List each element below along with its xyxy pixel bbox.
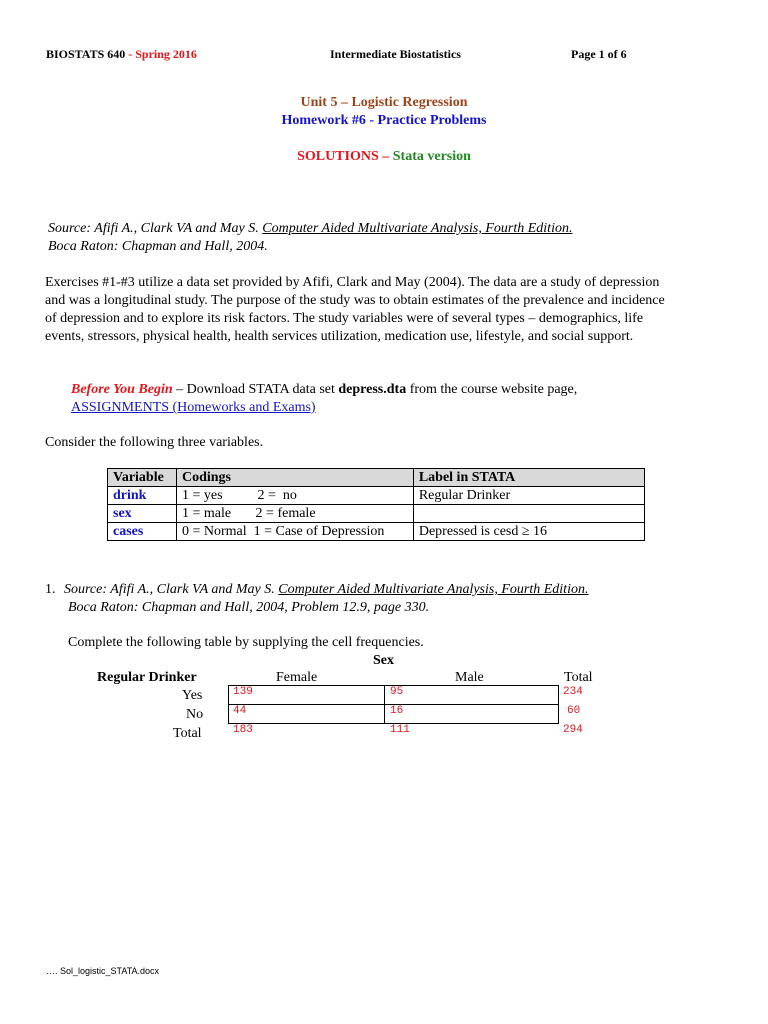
crosstab-col-female: Female xyxy=(276,670,318,685)
header-course xyxy=(46,47,197,62)
variable-name: drink xyxy=(108,487,177,505)
crosstab-col-divider xyxy=(384,685,385,723)
cell-total-female: 183 xyxy=(233,724,253,736)
source-authors: Source: Afifi A., Clark VA and May S. xyxy=(48,221,263,236)
variable-name: sex xyxy=(108,505,177,523)
dataset-filename: depress.dta xyxy=(338,382,407,397)
variables-table xyxy=(107,468,645,541)
cell-total-total: 294 xyxy=(563,724,583,736)
q1-source-line-2: Boca Raton: Chapman and Hall, 2004, Problem 12.9, page 330. xyxy=(68,600,430,615)
header-title: Intermediate Biostatistics xyxy=(330,47,461,61)
crosstab-row-total: Total xyxy=(173,726,202,741)
crosstab-col-title: Sex xyxy=(373,653,394,668)
solutions-dash: – xyxy=(378,149,393,164)
variable-coding: 0 = Normal 1 = Case of Depression xyxy=(176,523,413,541)
source-line-2: Boca Raton: Chapman and Hall, 2004. xyxy=(48,239,268,254)
q1-instruction: Complete the following table by supplying the cell frequencies. xyxy=(68,635,424,650)
cell-no-female: 44 xyxy=(233,705,247,717)
consider-text: Consider the following three variables. xyxy=(45,435,264,450)
source-line-1 xyxy=(48,220,572,238)
crosstab-col-total: Total xyxy=(564,670,593,685)
variable-name: cases xyxy=(108,523,177,541)
header-codings: Codings xyxy=(176,469,413,487)
header-label: Label in STATA xyxy=(413,469,644,487)
cell-no-total: 60 xyxy=(567,705,581,717)
cell-yes-total: 234 xyxy=(563,686,583,698)
cell-yes-male: 95 xyxy=(390,686,404,698)
before-text-2: from the course website page, xyxy=(406,382,578,397)
crosstab-row-title: Regular Drinker xyxy=(97,670,197,685)
solutions-label: SOLUTIONS xyxy=(297,149,379,164)
table-row xyxy=(108,505,645,523)
source-book-title: Computer Aided Multivariate Analysis, Fourth Edition. xyxy=(262,221,573,236)
crosstab-row-no: No xyxy=(186,707,204,722)
before-text-1: – Download STATA data set xyxy=(172,382,339,397)
crosstab-row-yes: Yes xyxy=(182,688,203,703)
header-variable: Variable xyxy=(108,469,177,487)
variable-coding: 1 = male 2 = female xyxy=(176,505,413,523)
version-label: Stata version xyxy=(392,149,471,164)
assignments-link[interactable]: ASSIGNMENTS (Homeworks and Exams) xyxy=(71,400,316,415)
variable-label: Depressed is cesd ≥ 16 xyxy=(413,523,644,541)
table-row xyxy=(108,487,645,505)
header-page-number: Page 1 of 6 xyxy=(571,47,627,61)
variable-coding: 1 = yes 2 = no xyxy=(176,487,413,505)
unit-title: Unit 5 – Logistic Regression xyxy=(300,95,468,110)
before-you-begin xyxy=(71,381,577,399)
solutions-title xyxy=(0,149,768,165)
q1-number: 1. xyxy=(45,582,56,597)
intro-line-1: Exercises #1-#3 utilize a data set provided by Afifi, Clark and May (2004). The data are a study of depression xyxy=(45,275,660,290)
cell-no-male: 16 xyxy=(390,705,404,717)
course-code: BIOSTATS 640 xyxy=(46,47,126,61)
intro-line-2: and was a longitudinal study. The purpose of the study was to obtain estimates of the prevalence and incidence xyxy=(45,293,665,308)
variable-label: Regular Drinker xyxy=(413,487,644,505)
q1-source-line-1 xyxy=(64,581,588,599)
cell-total-male: 111 xyxy=(390,724,410,736)
intro-line-4: events, stressors, physical health, health services utilization, medication use, lifestyle, and social support. xyxy=(45,329,634,344)
before-label: Before You Begin xyxy=(71,382,173,397)
course-term: - Spring 2016 xyxy=(125,47,197,61)
table-row xyxy=(108,523,645,541)
intro-line-3: of depression and to explore its risk factors. The study variables were of several types – demographics, life xyxy=(45,311,644,326)
crosstab-col-male: Male xyxy=(455,670,484,685)
cell-yes-female: 139 xyxy=(233,686,253,698)
footer-filename: …. Sol_logistic_STATA.docx xyxy=(46,966,160,976)
q1-source-authors: Source: Afifi A., Clark VA and May S. xyxy=(64,582,279,597)
table-header-row xyxy=(108,469,645,487)
variable-label xyxy=(413,505,644,523)
homework-title: Homework #6 - Practice Problems xyxy=(281,113,487,128)
q1-source-book: Computer Aided Multivariate Analysis, Fourth Edition. xyxy=(278,582,589,597)
